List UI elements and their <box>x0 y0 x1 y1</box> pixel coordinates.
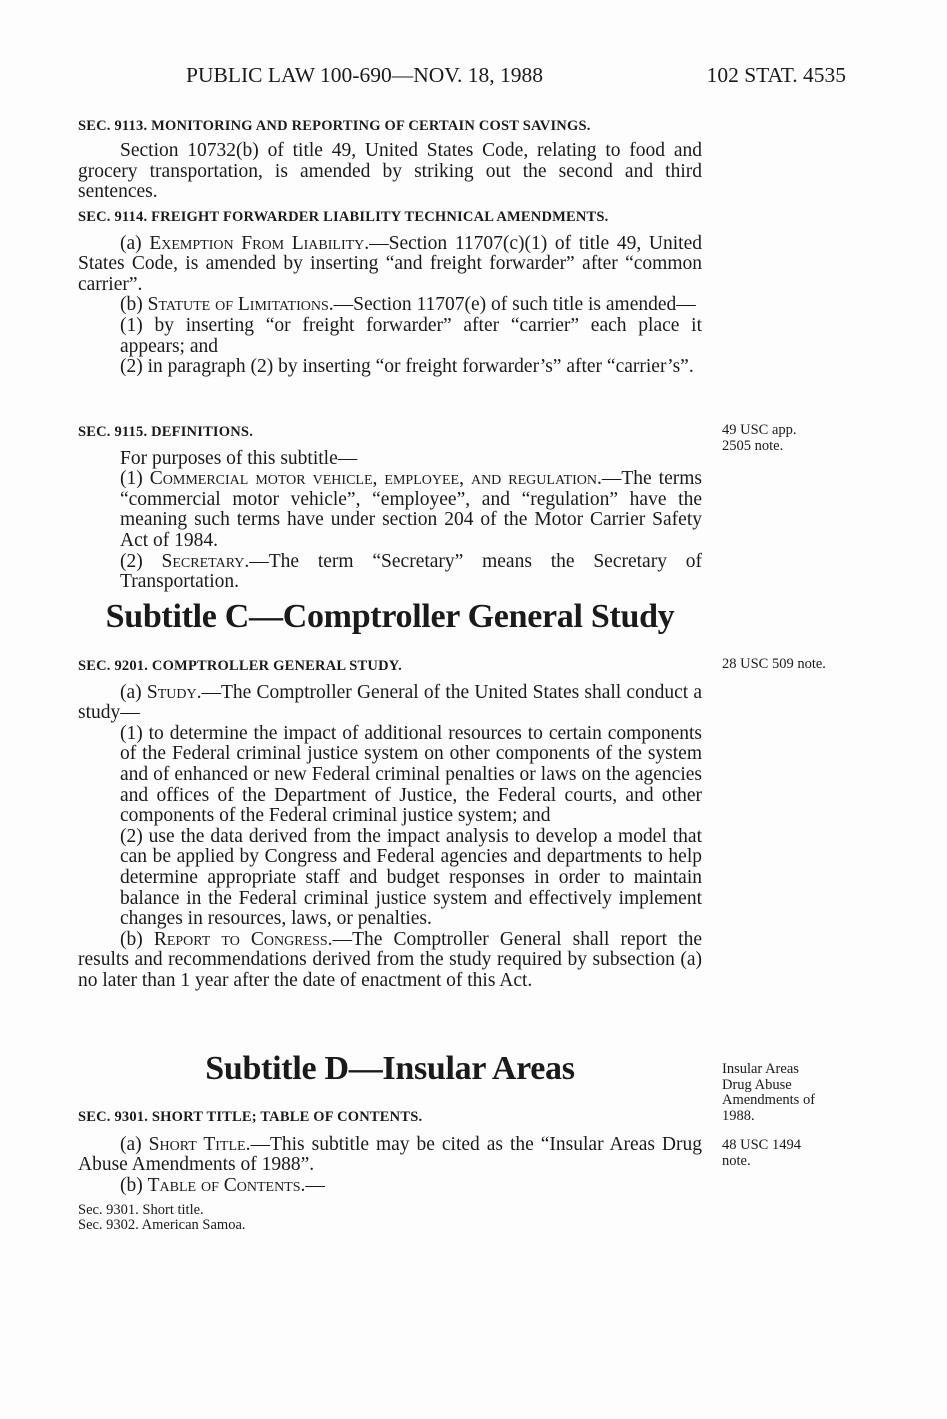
margin-note-line: 1988. <box>722 1107 755 1124</box>
subsection-label: (a) <box>120 232 150 254</box>
margin-note-line: note. <box>722 1152 751 1169</box>
paragraph-2 <box>78 827 702 930</box>
section-heading: SEC. 9114. FREIGHT FORWARDER LIABILITY TECHNICAL AMENDMENTS. <box>78 209 609 225</box>
subtitle-c <box>78 598 702 636</box>
subsection-caption: Statute of Limitations. <box>147 294 334 316</box>
subsection-label: (b) <box>120 928 154 950</box>
paragraph-body <box>120 468 702 551</box>
toc-entry: Sec. 9301. Short title. <box>78 1202 204 1219</box>
subtitle-heading: Subtitle C—Comptroller General Study <box>105 598 675 635</box>
paragraph-1 <box>78 724 702 827</box>
subsection-text: —Section 11707(c)(1) of title 49, United States Code, is amended by inserting “and freight forwarder” after “common carrier”. <box>78 232 702 295</box>
subsection-b <box>78 930 702 992</box>
subsection-text: —This subtitle may be cited as the “Insular Areas Drug Abuse Amendments of 1988”. <box>78 1133 702 1176</box>
subsection-text: —Section 11707(e) of such title is amended— <box>333 294 696 316</box>
subsection-caption: Exemption From Liability. <box>149 232 370 254</box>
paragraph-label: (1) <box>120 468 150 490</box>
paragraph-2 <box>78 357 702 378</box>
subsection-b <box>78 295 702 316</box>
subtitle-d <box>78 1050 702 1088</box>
subsection-label: (a) <box>120 681 147 703</box>
section-9114 <box>78 207 702 378</box>
margin-note-line: Amendments of <box>722 1092 816 1108</box>
margin-note-line: 2505 note. <box>722 437 784 454</box>
margin-note-9201: 28 USC 509 note. <box>722 656 826 672</box>
paragraph-1 <box>78 316 702 357</box>
public-law-citation: PUBLIC LAW 100-690—NOV. 18, 1988 <box>186 63 544 87</box>
paragraph-text: (1) to determine the impact of additional resources to certain components of the Federal criminal justice system on other components of the system and of enhanced or new Federal criminal penalties or laws on the agencies and offices of the Department of Justice, the Federal courts, and other components of the Federal criminal justice system; and <box>120 722 702 827</box>
toc-entry: Sec. 9302. American Samoa. <box>78 1217 246 1234</box>
subsection-a <box>78 683 702 724</box>
margin-note-9301 <box>722 1138 801 1169</box>
subsection-caption: Study. <box>146 681 202 703</box>
paragraph-text: —The terms “commercial motor vehicle”, “employee”, and “regulation” have the meaning such terms have under section 204 of the Motor Carrier Safety Act of 1984. <box>120 468 702 551</box>
subsection-label: (a) <box>120 1133 149 1155</box>
section-heading: SEC. 9301. SHORT TITLE; TABLE OF CONTENTS. <box>78 1109 423 1125</box>
subsection-label: (b) <box>120 1174 148 1196</box>
subsection-a <box>78 1135 702 1176</box>
paragraph-body <box>120 551 702 593</box>
definition-1 <box>78 469 702 551</box>
subsection-caption: Table of Contents. <box>147 1174 306 1196</box>
paragraph-text: (2) use the data derived from the impact analysis to develop a model that can be applied by Congress and Federal agencies and departments to help determine appropriate staff and budget responses in order to maintain balance in the Federal criminal justice system and effectively implement changes in resources, laws, or penalties. <box>120 825 702 930</box>
section-9115 <box>78 422 702 593</box>
subsection-label: (b) <box>120 294 148 316</box>
paragraph-text: (1) by inserting “or freight forwarder” after “carrier” each place it appears; and <box>120 314 702 357</box>
section-text: Section 10732(b) of title 49, United States Code, relating to food and grocery transportation, is amended by striking out the second and third sentences. <box>78 140 702 203</box>
section-heading: SEC. 9113. MONITORING AND REPORTING OF CERTAIN COST SAVINGS. <box>78 118 591 134</box>
subsection-b <box>78 1176 702 1197</box>
section-9201 <box>78 656 702 992</box>
subsection-text: —The Comptroller General of the United States shall conduct a study— <box>78 681 702 724</box>
margin-note-line: Insular Areas <box>722 1061 799 1077</box>
margin-note-line: 48 USC 1494 <box>722 1137 801 1153</box>
subsection-text: — <box>305 1174 325 1196</box>
subsection-caption: Report to Congress. <box>153 928 333 950</box>
section-heading: SEC. 9115. DEFINITIONS. <box>78 424 254 440</box>
subtitle-heading: Subtitle D—Insular Areas <box>205 1050 575 1087</box>
definition-2 <box>78 552 702 593</box>
paragraph-text: —The term “Secretary” means the Secretary of Transportation. <box>120 550 702 593</box>
paragraph-label: (2) <box>120 550 162 572</box>
paragraph-caption: Secretary. <box>161 550 250 572</box>
margin-note-9115 <box>722 423 797 454</box>
subsection-a <box>78 234 702 296</box>
table-of-contents <box>78 1203 702 1233</box>
section-9301 <box>78 1107 702 1233</box>
intro-text: For purposes of this subtitle— <box>120 447 358 469</box>
margin-note-line: 49 USC app. <box>722 422 797 438</box>
section-heading: SEC. 9201. COMPTROLLER GENERAL STUDY. <box>78 658 402 674</box>
margin-note-line: Drug Abuse <box>722 1076 792 1093</box>
margin-note-subtitle-d <box>722 1062 815 1124</box>
paragraph-caption: Commercial motor vehicle, employee, and regulation. <box>149 468 602 490</box>
subsection-caption: Short Title. <box>148 1133 251 1155</box>
paragraph-text: (2) in paragraph (2) by inserting “or freight forwarder’s” after “carrier’s”. <box>120 356 694 378</box>
section-9113 <box>78 118 702 203</box>
subsection-text: —The Comptroller General shall report the results and recommendations derived from the study required by subsection (a) no later than 1 year after the date of enactment of this Act. <box>78 928 702 991</box>
statutes-page-number: 102 STAT. 4535 <box>706 63 846 87</box>
